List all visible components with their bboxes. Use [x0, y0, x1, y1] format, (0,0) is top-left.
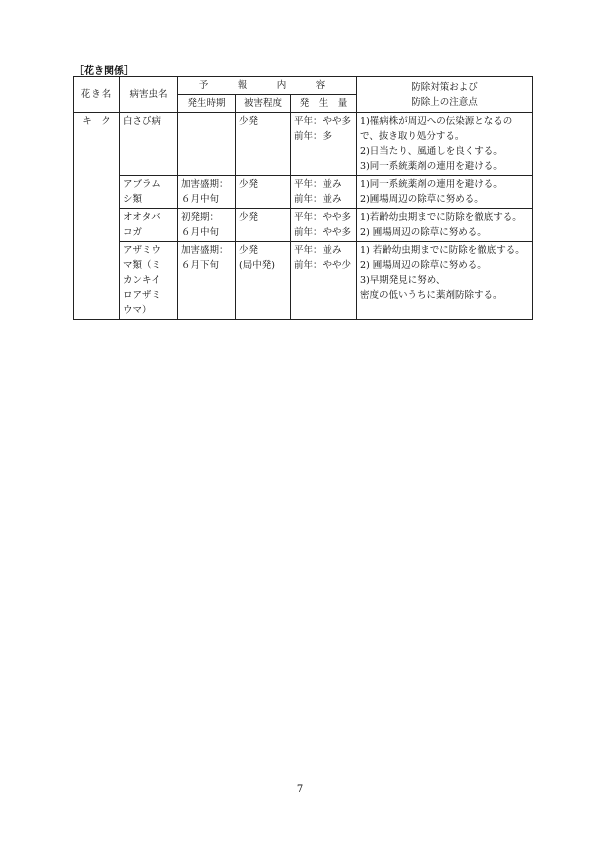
- occurrence-amount-line: 平年：やや多: [294, 212, 352, 223]
- table-row: [74, 176, 533, 209]
- damage-level-line: 少発: [239, 245, 259, 256]
- table-body: [74, 113, 533, 320]
- flower-name-cell: [74, 209, 120, 242]
- pest-name-cell: [120, 209, 178, 242]
- pest-name-cell: [120, 113, 178, 176]
- pest-name-line: コガ: [123, 227, 143, 238]
- damage-level-cell: [236, 176, 291, 209]
- measures-line: 1)罹病株が周辺への伝染源となるので、抜き取り処分する。: [360, 116, 513, 142]
- measures-line: 1)若齢幼虫期までに防除を徹底する。: [360, 212, 522, 223]
- occurrence-period-line: ６月中旬: [181, 227, 220, 238]
- header-measures-line2: 防除上の注意点: [411, 96, 478, 108]
- header-forecast-label: 予 報 内 容: [198, 80, 336, 91]
- occurrence-period-line: 初発期：: [181, 212, 220, 223]
- damage-level-line: 少発: [239, 116, 259, 127]
- header-occurrence-period: 発生時期: [178, 95, 236, 113]
- header-forecast-content: [178, 77, 357, 95]
- header-occurrence-amount: 発 生 量: [291, 95, 357, 113]
- pest-name-cell: [120, 242, 178, 320]
- header-measures-line1: 防除対策および: [411, 81, 478, 93]
- occurrence-period-cell: [178, 113, 236, 176]
- occurrence-amount-line: 平年：並み: [294, 179, 342, 190]
- header-damage-level: 被害程度: [236, 95, 291, 113]
- measures-line: 3)早期発見に努め、: [360, 275, 446, 286]
- pest-name-line: カンキイ: [123, 275, 161, 286]
- pest-name-line: シ類: [123, 194, 143, 205]
- pest-name-line: アブラム: [123, 179, 161, 190]
- pest-forecast-table: [73, 76, 533, 320]
- occurrence-amount-line: 前年：並み: [294, 194, 342, 205]
- measures-line: 2) 圃場周辺の除草に努める。: [360, 227, 487, 238]
- occurrence-period-line: 加害盛期：: [181, 245, 229, 256]
- flower-name-cell: [74, 176, 120, 209]
- measures-line: 密度の低いうちに薬剤防除する。: [360, 290, 503, 301]
- measures-cell: [357, 176, 533, 209]
- header-flower-name: 花き名: [74, 77, 120, 113]
- occurrence-amount-cell: [291, 242, 357, 320]
- occurrence-period-line: ６月下旬: [181, 260, 220, 271]
- damage-level-cell: [236, 242, 291, 320]
- occurrence-period-line: 加害盛期：: [181, 179, 229, 190]
- table-row: [74, 113, 533, 176]
- occurrence-period-line: ６月中旬: [181, 194, 220, 205]
- occurrence-amount-cell: [291, 209, 357, 242]
- page-number: 7: [296, 784, 304, 795]
- damage-level-line: 少発: [239, 179, 259, 190]
- pest-name-line: ウマ）: [123, 305, 152, 316]
- measures-line: 2) 圃場周辺の除草に努める。: [360, 260, 487, 271]
- header-measures: [357, 77, 533, 113]
- occurrence-amount-line: 前年：やや少: [294, 260, 352, 271]
- measures-line: 3)同一系統薬剤の連用を避ける。: [360, 161, 503, 172]
- measures-cell: [357, 209, 533, 242]
- pest-name-line: オオタバ: [123, 212, 161, 223]
- flower-name: キ ク: [82, 116, 111, 127]
- occurrence-amount-line: 平年：並み: [294, 245, 342, 256]
- occurrence-period-cell: [178, 209, 236, 242]
- damage-level-line: (局中発): [239, 260, 275, 271]
- measures-line: 1) 若齢幼虫期までに防除を徹底する。: [360, 245, 525, 256]
- measures-cell: [357, 242, 533, 320]
- measures-cell: [357, 113, 533, 176]
- pest-name-line: マ類（ミ: [123, 260, 162, 271]
- measures-line: 1)同一系統薬剤の連用を避ける。: [360, 179, 503, 190]
- measures-line: 2)圃場周辺の除草に努める。: [360, 194, 484, 205]
- occurrence-amount-line: 前年：多: [294, 131, 333, 142]
- occurrence-amount-cell: [291, 176, 357, 209]
- occurrence-amount-cell: [291, 113, 357, 176]
- pest-name-line: ロアザミ: [123, 290, 162, 301]
- section-title: ［花き関係］: [74, 66, 134, 77]
- pest-name-line: アザミウ: [123, 245, 162, 256]
- header-row-1: [74, 77, 533, 95]
- occurrence-period-cell: [178, 242, 236, 320]
- occurrence-amount-line: 平年：やや多: [294, 116, 352, 127]
- occurrence-amount-line: 前年：やや多: [294, 227, 352, 238]
- table-row: [74, 209, 533, 242]
- measures-line: 2)日当たり、風通しを良くする。: [360, 146, 503, 157]
- damage-level-cell: [236, 113, 291, 176]
- header-pest-name: 病害虫名: [120, 77, 178, 113]
- pest-name-cell: [120, 176, 178, 209]
- flower-name-cell: [74, 113, 120, 176]
- flower-name-cell: [74, 242, 120, 320]
- damage-level-line: 少発: [239, 212, 259, 223]
- table-row: [74, 242, 533, 320]
- damage-level-cell: [236, 209, 291, 242]
- occurrence-period-cell: [178, 176, 236, 209]
- pest-name-line: 白さび病: [123, 116, 162, 127]
